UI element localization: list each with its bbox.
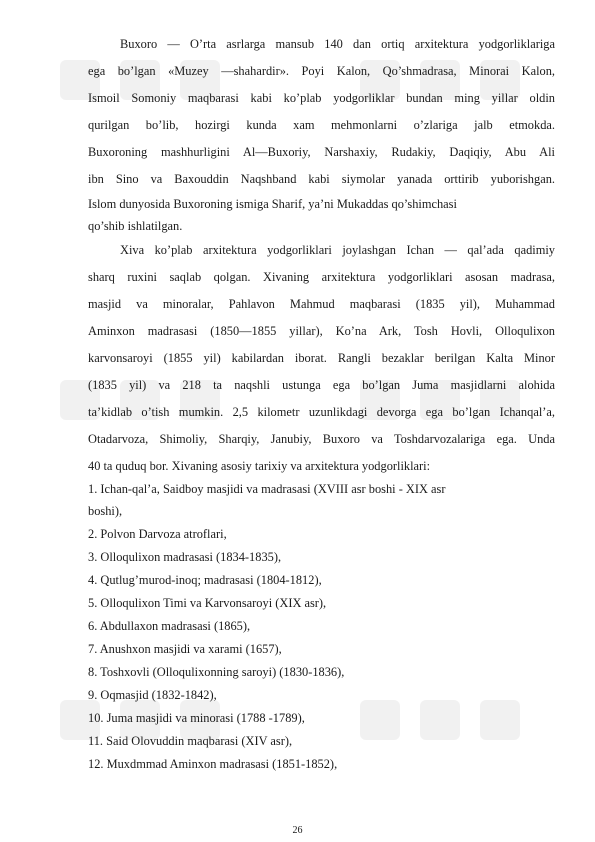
paragraph-line: 40 ta quduq bor. Xivaning asosiy tarixiy va arxitektura yodgorliklari:: [88, 459, 431, 473]
paragraph-line: Aminxon madrasasi (1850—1855 yillar), Ko’na Ark, Tosh Hovli, Olloqulixon: [88, 324, 555, 338]
list-item: 8. Toshxovli (Olloqulixonning saroyi) (1830-1836),: [88, 665, 345, 679]
list-item: 7. Anushxon masjidi va xarami (1657),: [88, 642, 282, 656]
paragraph-line: ibn Sino va Baxouddin Naqshband kabi siymolar yanada orttirib yuborishgan.: [88, 172, 555, 186]
paragraph-line: ega bo’lgan «Muzey —shahardir». Poyi Kalon, Qo’shmadrasa, Minorai Kalon,: [88, 64, 555, 78]
list-item: 4. Qutlug’murod-inoq; madrasasi (1804-1812),: [88, 573, 322, 587]
list-item: 11. Said Olovuddin maqbarasi (XIV asr),: [88, 734, 293, 748]
paragraph-line: Islom dunyosida Buxoroning ismiga Sharif, ya’ni Mukaddas qo’shimchasi: [88, 197, 457, 211]
paragraph-line: qo’shib ishlatilgan.: [88, 219, 183, 233]
paragraph-line: Xiva ko’plab arxitektura yodgorliklari joylashgan Ichan — qal’ada qadimiy: [120, 243, 555, 257]
list-item: 5. Olloqulixon Timi va Karvonsaroyi (XIX asr),: [88, 596, 327, 610]
paragraph-line: qurilgan bo’lib, hozirgi kunda xam mehmonlarni o’zlariga jalb etmokda.: [88, 118, 555, 132]
paragraph-line: karvonsaroyi (1855 yil) kabilardan iborat. Rangli bezaklar berilgan Kalta Minor: [88, 351, 555, 365]
list-item: 3. Olloqulixon madrasasi (1834-1835),: [88, 550, 282, 564]
list-item: 9. Oqmasjid (1832-1842),: [88, 688, 217, 702]
list-item: 2. Polvon Darvoza atroflari,: [88, 527, 227, 541]
list-item: 6. Abdullaxon madrasasi (1865),: [88, 619, 251, 633]
paragraph-line: Otadarvoza, Shimoliy, Sharqiy, Janubiy, Buxoro va Toshdarvozalariga ega. Unda: [88, 432, 555, 446]
list-item: 1. Ichan-qal’a, Saidboy masjidi va madrasasi (XVIII asr boshi - XIX asr: [88, 482, 446, 496]
list-item: 12. Muxdmmad Aminxon madrasasi (1851-1852),: [88, 757, 338, 771]
paragraph-line: masjid va minoralar, Pahlavon Mahmud maqbarasi (1835 yil), Muhammad: [88, 297, 555, 311]
list-item: boshi),: [88, 504, 123, 518]
list-item: 10. Juma masjidi va minorasi (1788 -1789),: [88, 711, 305, 725]
paragraph-line: (1835 yil) va 218 ta naqshli ustunga ega bo’lgan Juma masjidlarni alohida: [88, 378, 555, 392]
paragraph-line: Buxoroning mashhurligini Al—Buxoriy, Narshaxiy, Rudakiy, Daqiqiy, Abu Ali: [88, 145, 555, 159]
page-number: 26: [292, 825, 303, 836]
paragraph-line: Buxoro — O’rta asrlarga mansub 140 dan ortiq arxitektura yodgorliklariga: [120, 37, 555, 51]
paragraph-line: Ismoil Somoniy maqbarasi kabi ko’plab yodgorliklar bundan ming yillar oldin: [88, 91, 555, 105]
paragraph-line: ta’kidlab o’tish mumkin. 2,5 kilometr uzunlikdagi devorga ega bo’lgan Ichanqal’a,: [88, 405, 555, 419]
paragraph-line: sharq ruxini saqlab qolgan. Xivaning arxitektura yodgorliklari asosan madrasa,: [88, 270, 555, 284]
